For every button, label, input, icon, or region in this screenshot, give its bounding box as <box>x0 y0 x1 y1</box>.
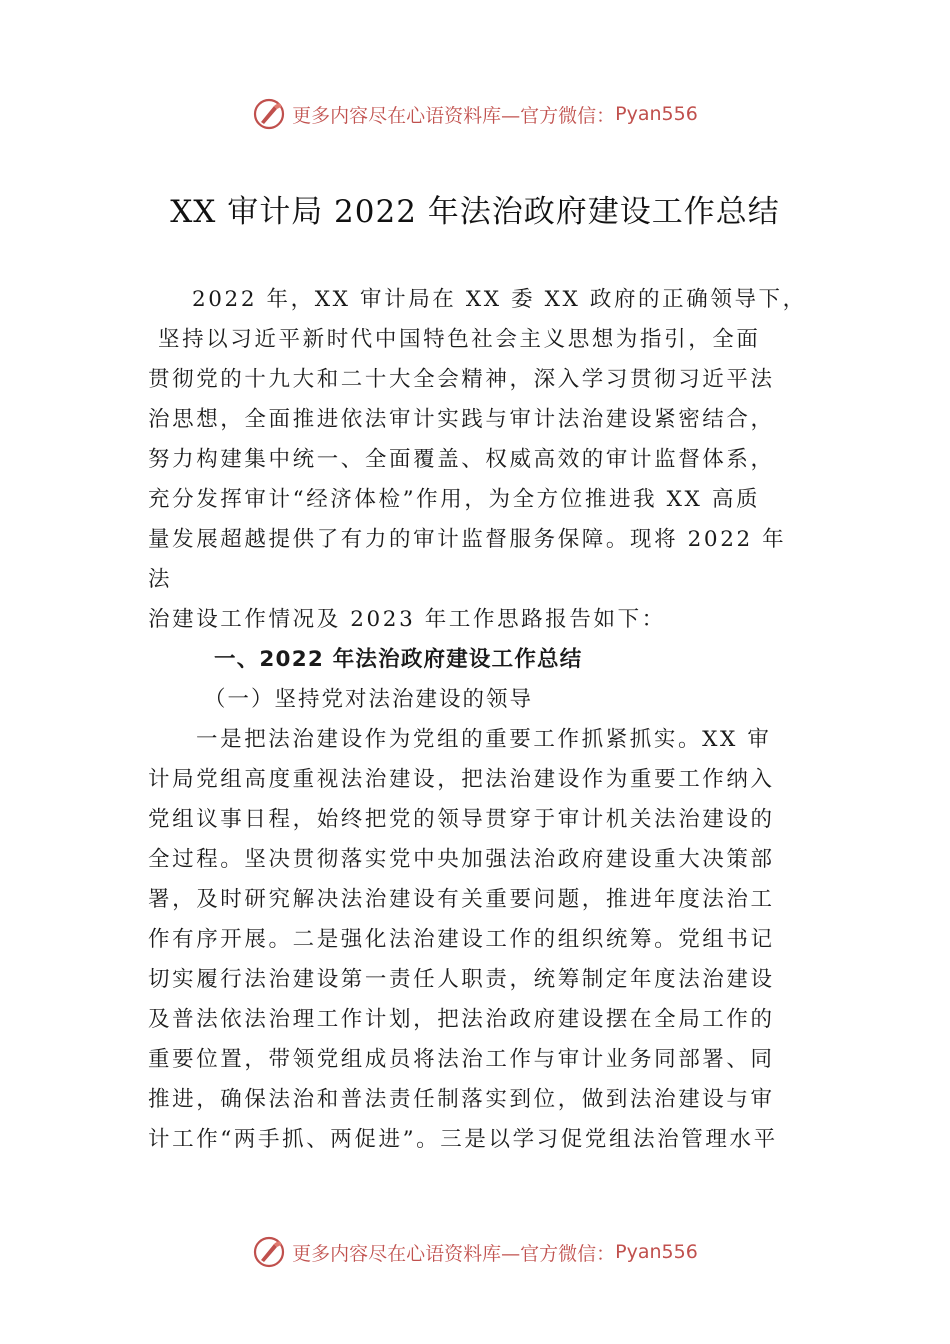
document-title: XX 审计局 2022 年法治政府建设工作总结 <box>170 194 780 230</box>
watermark-text: 更多内容尽在心语资料库—官方微信： <box>292 104 616 127</box>
paragraph-line: 计局党组高度重视法治建设，把法治建设作为重要工作纳入 <box>148 767 775 792</box>
paragraph-line: 2022 年，XX 审计局在 XX 委 XX 政府的正确领导下， <box>192 287 807 312</box>
paragraph-line: 全过程。坚决贯彻落实党中央加强法治政府建设重大决策部 <box>148 847 775 872</box>
paragraph-line: 充分发挥审计“经济体检”作用，为全方位推进我 XX 高质 <box>148 487 761 512</box>
quill-logo-icon <box>252 1235 286 1269</box>
watermark-text: 更多内容尽在心语资料库—官方微信： <box>292 1242 616 1265</box>
paragraph-line: 坚持以习近平新时代中国特色社会主义思想为指引，全面 <box>158 327 761 352</box>
section-heading: 一、2022 年法治政府建设工作总结 <box>214 647 583 672</box>
paragraph-line: 计工作“两手抓、两促进”。三是以学习促党组法治管理水平 <box>148 1127 778 1152</box>
paragraph-line: 一是把法治建设作为党组的重要工作抓紧抓实。XX 审 <box>196 727 772 752</box>
watermark-contact: Pyan556 <box>615 103 698 125</box>
paragraph-line: 治思想，全面推进依法审计实践与审计法治建设紧密结合， <box>148 407 775 432</box>
watermark-header <box>0 94 950 134</box>
paragraph-line: 努力构建集中统一、全面覆盖、权威高效的审计监督体系， <box>148 447 775 472</box>
quill-logo-icon <box>252 97 286 131</box>
paragraph-line: 法 <box>148 567 173 592</box>
paragraph-line: 作有序开展。二是强化法治建设工作的组织统筹。党组书记 <box>148 927 775 952</box>
paragraph-line: 重要位置，带领党组成员将法治工作与审计业务同部署、同 <box>148 1047 775 1072</box>
paragraph-line: 量发展超越提供了有力的审计监督服务保障。现将 2022 年 <box>148 527 787 552</box>
paragraph-line: 贯彻党的十九大和二十大全会精神，深入学习贯彻习近平法 <box>148 367 775 392</box>
paragraph-line: 署，及时研究解决法治建设有关重要问题，推进年度法治工 <box>148 887 775 912</box>
subsection-heading: （一）坚持党对法治建设的领导 <box>204 687 534 712</box>
paragraph-line: 推进，确保法治和普法责任制落实到位，做到法治建设与审 <box>148 1087 775 1112</box>
paragraph-line: 及普法依法治理工作计划，把法治政府建设摆在全局工作的 <box>148 1007 775 1032</box>
document-body <box>148 280 810 1160</box>
paragraph-line: 切实履行法治建设第一责任人职责，统筹制定年度法治建设 <box>148 967 775 992</box>
paragraph-line: 党组议事日程，始终把党的领导贯穿于审计机关法治建设的 <box>148 807 775 832</box>
watermark-contact: Pyan556 <box>615 1241 698 1263</box>
watermark-footer <box>0 1232 950 1272</box>
paragraph-line: 治建设工作情况及 2023 年工作思路报告如下： <box>148 607 666 632</box>
